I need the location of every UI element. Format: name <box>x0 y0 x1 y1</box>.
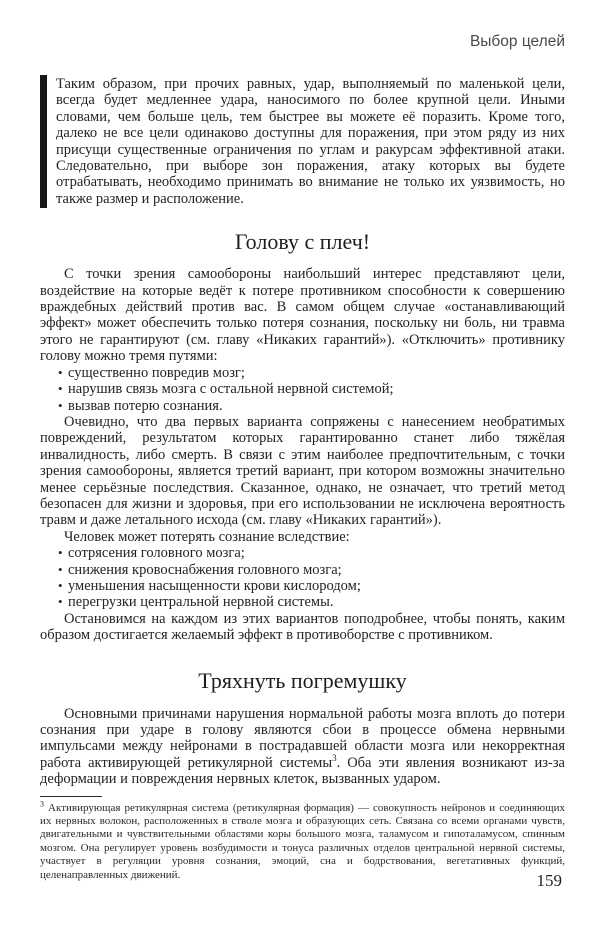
list-item <box>58 545 565 561</box>
list-item-text: существенно повредив мозг; <box>68 364 245 381</box>
list-item <box>58 578 565 594</box>
bullet-icon: • <box>58 397 63 413</box>
paragraph-with-footnote-ref <box>40 706 565 788</box>
paragraph: С точки зрения самообороны наибольший интерес представляют цели, воздействие на которые ведёт к потере противником способности к совершению враждебных действий против вас. В самом общем случае «останавливающий эффект» может обеспечить только потеря сознания, поскольку ни боль, ни травма этого не гарантируют (см. главу «Никаких гарантий»). «Отключить» противнику голову можно тремя путями: <box>40 266 565 365</box>
quote-block <box>40 75 565 208</box>
bullet-icon: • <box>58 364 63 380</box>
bullet-icon: • <box>58 594 63 610</box>
list-item-text: вызвав потерю сознания. <box>68 397 223 414</box>
list-item-text: сотрясения головного мозга; <box>68 545 245 562</box>
paragraph: Человек может потерять сознание вследствие: <box>64 528 350 545</box>
paragraph-text: . Оба эти явления возникают из-за деформации и повреждения нервных клеток, вызванных ударом. <box>40 754 565 788</box>
bullet-icon: • <box>58 545 63 561</box>
list-item <box>58 562 565 578</box>
footnote-separator <box>40 796 102 797</box>
footnote <box>40 798 565 882</box>
list-item-text: снижения кровоснабжения головного мозга; <box>68 561 342 578</box>
paragraph: Остановимся на каждом из этих вариантов поподробнее, чтобы понять, каким образом достигается желаемый эффект в противоборстве с противником. <box>40 610 565 644</box>
page-number: 159 <box>536 871 562 890</box>
bullet-list-three-ways <box>40 365 565 414</box>
list-item <box>58 381 565 397</box>
list-item-text: уменьшения насыщенности крови кислородом; <box>68 577 361 594</box>
section-heading-tryakhnut-pogremushku: Тряхнуть погремушку <box>198 667 407 693</box>
list-item-text: нарушив связь мозга с остальной нервной системой; <box>68 381 394 398</box>
list-item <box>58 594 565 610</box>
paragraph: Очевидно, что два первых варианта сопряжены с нанесением необратимых повреждений, результатом которых гарантированно станет либо тяжёлая инвалидность, либо смерть. В связи с этим наиболее предпочтительным, с точки зрения самообороны, является третий вариант, при котором возможны значительно менее серьёзные последствия. Сказанное, однако, не означает, что третий метод безопасен для жизни и здоровья, при его использовании не исключена вероятность травм и даже летального исхода (см. главу «Никаких гарантий»). <box>40 413 565 529</box>
quote-text: Таким образом, при прочих равных, удар, выполняемый по маленькой цели, всегда будет медленнее удара, наносимого по более крупной цели. Иными словами, чем больше цель, тем быстрее вы можете её поразить. Кроме того, далеко не все цели одинаково доступны для поражения, при этом ряду из них присущи существенные ограничения по углам и ракурсам эффективной атаки. Следовательно, при выборе зон поражения, атаку которых вы будете отрабатывать, необходимо принимать во внимание не только их уязвимость, но также размер и расположение. <box>56 76 565 207</box>
bullet-list-consciousness-loss <box>40 545 565 611</box>
list-item-text: перегрузки центральной нервной системы. <box>68 594 334 611</box>
list-item <box>58 365 565 381</box>
paragraph-text: Основными причинами нарушения нормальной работы мозга вплоть до потери сознания при ударе в голову являются сбои в процессе обмена нервными импульсами между нейронами в пострадавшей области мозга или некорректная работа активирующей ретикулярной системы <box>40 705 565 771</box>
running-head: Выбор целей <box>469 33 565 50</box>
section-heading-golovu-s-plech: Голову с плеч! <box>234 229 371 255</box>
footnote-marker: 3 <box>40 798 44 808</box>
bullet-icon: • <box>58 561 63 577</box>
list-item <box>58 398 565 414</box>
bullet-icon: • <box>58 577 63 593</box>
footnote-reference: 3 <box>332 752 337 763</box>
bullet-icon: • <box>58 381 63 397</box>
footnote-text: Активирующая ретикулярная система (ретикулярная формация) — совокупность нейронов и соединяющих их нервных волокон, расположенных в стволе мозга и образующих сеть. Связана со всеми органами чувств, двигательными и чувствительными областями коры большого мозга, таламусом и гипоталамусом, спинным мозгом. Она регулирует уровень возбудимости и тонуса различных отделов центральной нервной системы, участвует в регуляции уровня сознания, эмоций, сна и бодрствования, вегетативных функций, целенаправленных движений. <box>40 801 565 881</box>
